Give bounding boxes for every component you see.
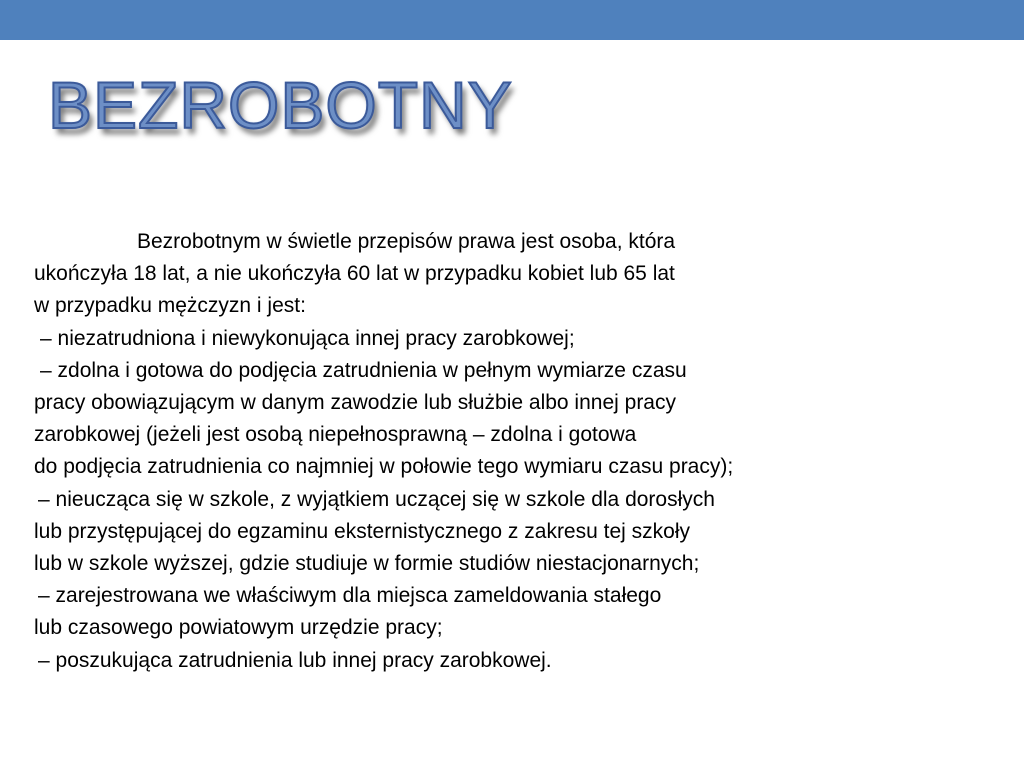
body-line: – zdolna i gotowa do podjęcia zatrudnienia w pełnym wymiarze czasu (40, 358, 687, 382)
body-line: Bezrobotnym w świetle przepisów prawa jest osoba, która (137, 230, 676, 253)
slide-body-text (34, 226, 994, 677)
body-line: lub przystępującej do egzaminu eksternistycznego z zakresu tej szkoły (34, 519, 690, 543)
body-line: – niezatrudniona i niewykonująca innej pracy zarobkowej; (40, 326, 575, 350)
body-line: do podjęcia zatrudnienia co najmniej w połowie tego wymiaru czasu pracy); (34, 455, 734, 479)
body-line: zarobkowej (jeżeli jest osobą niepełnosprawną – zdolna i gotowa (34, 423, 637, 447)
top-accent-bar (0, 0, 1024, 40)
body-line: pracy obowiązującym w danym zawodzie lub służbie albo innej pracy (34, 391, 676, 415)
body-line: lub czasowego powiatowym urzędzie pracy; (34, 616, 443, 640)
body-line: – zarejestrowana we właściwym dla miejsca zameldowania stałego (38, 584, 662, 608)
body-line: lub w szkole wyższej, gdzie studiuje w formie studiów niestacjonarnych; (34, 552, 700, 576)
body-line: – nieucząca się w szkole, z wyjątkiem uczącej się w szkole dla dorosłych (38, 487, 715, 511)
slide-title: BEZROBOTNY (48, 68, 513, 142)
body-line: – poszukująca zatrudnienia lub innej pracy zarobkowej. (38, 648, 552, 672)
body-line: ukończyła 18 lat, a nie ukończyła 60 lat w przypadku kobiet lub 65 lat (34, 262, 675, 286)
body-line: w przypadku mężczyzn i jest: (34, 294, 306, 318)
